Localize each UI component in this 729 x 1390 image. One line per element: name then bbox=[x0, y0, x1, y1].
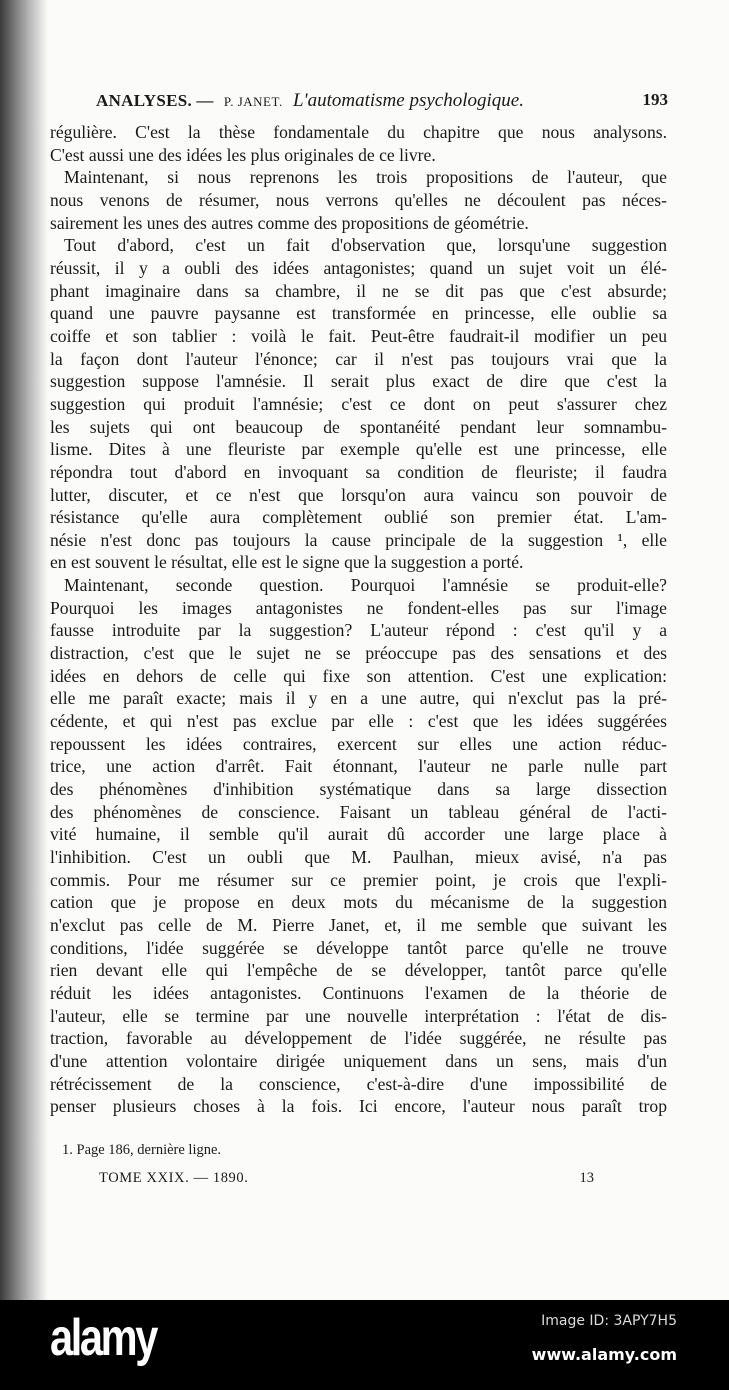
text-line: C'est aussi une des idées les plus originales de ce livre. bbox=[50, 144, 436, 165]
text-line: régulière. C'est la thèse fondamentale du chapitre que nous analysons. bbox=[50, 122, 667, 142]
text-line: suggestion qui produit l'amnésie; c'est ce dont on peut s'assurer chez bbox=[50, 393, 667, 414]
text-line: phant imaginaire dans sa chambre, il ne se dit pas que c'est absurde; bbox=[50, 280, 667, 301]
text-line: nésie n'est donc pas toujours la cause principale de la suggestion ¹, elle bbox=[50, 529, 667, 550]
text-line: d'une attention volontaire dirigée uniquement dans un sens, mais d'un bbox=[50, 1050, 667, 1071]
header-section: ANALYSES. bbox=[96, 91, 193, 110]
text-line: traction, favorable au développement de l'idée suggérée, ne résulte pas bbox=[50, 1028, 667, 1049]
text-line: coiffe et son tablier : voilà le fait. Peut-être faudrait-il modifier un peu bbox=[50, 325, 667, 346]
text-line: Pourquoi les images antagonistes ne fondent-elles pas sur l'image bbox=[50, 597, 667, 618]
text-line: quand une pauvre paysanne est transformée en princesse, elle oublie sa bbox=[50, 303, 667, 324]
page-footer bbox=[99, 1170, 594, 1187]
body-text bbox=[50, 121, 667, 1118]
text-line: l'auteur, elle se termine par une nouvelle interprétation : l'état de dis- bbox=[50, 1005, 667, 1026]
text-line: vité humaine, il semble qu'il aurait dû accorder une large place à bbox=[50, 824, 667, 845]
text-line: cation que je propose en deux mots du mécanisme de la suggestion bbox=[50, 892, 667, 913]
footer-signature: 13 bbox=[579, 1170, 594, 1186]
text-line: résistance qu'elle aura complètement oublié son premier état. L'am- bbox=[50, 507, 667, 528]
text-line: commis. Pour me résumer sur ce premier point, je crois que l'expli- bbox=[50, 869, 667, 890]
running-header bbox=[96, 90, 668, 116]
text-line: Tout d'abord, c'est un fait d'observation que, lorsqu'une suggestion bbox=[64, 235, 667, 256]
text-line: cédente, et qui n'est pas exclue par elle : c'est que les idées suggérées bbox=[50, 711, 667, 732]
text-line: Maintenant, si nous reprenons les trois propositions de l'auteur, que bbox=[64, 167, 667, 188]
text-line: lisme. Dites à une fleuriste par exemple qu'elle est une princesse, elle bbox=[50, 439, 667, 460]
text-line: conditions, l'idée suggérée se développe tantôt parce qu'elle ne trouve bbox=[50, 937, 667, 958]
header-author: P. JANET. bbox=[223, 94, 283, 109]
text-line: suggestion suppose l'amnésie. Il serait plus exact de dire que c'est la bbox=[50, 371, 667, 392]
text-line: des phénomènes d'inhibition systématique dans sa large dissection bbox=[50, 779, 667, 800]
page-number: 193 bbox=[642, 90, 668, 109]
text-line: idées en dehors de celle qui fixe son attention. C'est une explication: bbox=[50, 665, 667, 686]
text-line: l'inhibition. C'est un oubli que M. Paulhan, mieux avisé, n'a pas bbox=[50, 847, 667, 867]
text-line: répondra tout d'abord en invoquant sa condition de fleuriste; il faudra bbox=[50, 461, 667, 482]
text-line: penser plusieurs choses à la fois. Ici encore, l'auteur nous paraît trop bbox=[50, 1096, 667, 1117]
watermark-bar bbox=[0, 1300, 729, 1390]
text-line: distraction, c'est que le sujet ne se préoccupe pas des sensations et des bbox=[50, 643, 667, 664]
text-line: Maintenant, seconde question. Pourquoi l'amnésie se produit-elle? bbox=[64, 575, 667, 596]
text-line: trice, une action d'arrêt. Fait étonnant, l'auteur ne parle nulle part bbox=[50, 756, 667, 777]
footer-tome: TOME XXIX. — 1890. bbox=[99, 1170, 249, 1186]
header-title: L'automatisme psychologique. bbox=[292, 90, 524, 111]
text-line: fausse introduite par la suggestion? L'auteur répond : c'est qu'il y a bbox=[50, 620, 667, 641]
text-line: n'exclut pas celle de M. Pierre Janet, et, il me semble que suivant les bbox=[50, 914, 667, 935]
text-line: repoussent les idées contraires, exercent sur elles une action réduc- bbox=[50, 733, 667, 754]
text-line: lutter, discuter, et ce n'est que lorsqu'on aura vaincu son pouvoir de bbox=[50, 484, 667, 505]
text-line: les sujets qui ont beaucoup de spontanéité pendant leur somnambu- bbox=[50, 416, 667, 437]
text-line: en est souvent le résultat, elle est le signe que la suggestion a porté. bbox=[50, 552, 524, 573]
binding-shadow bbox=[0, 0, 48, 1300]
text-line: sairement les unes des autres comme des propositions de géométrie. bbox=[50, 212, 529, 233]
text-line: réussit, il y a oubli des idées antagonistes; quand un sujet voit un élé- bbox=[50, 257, 667, 278]
text-line: elle me paraît exacte; mais il y en a une autre, qui n'exclut pas la pré- bbox=[50, 688, 667, 709]
text-line: réduit les idées antagonistes. Continuons l'examen de la théorie de bbox=[50, 982, 667, 1003]
alamy-logo: alamy bbox=[50, 1309, 156, 1367]
text-line: rien devant elle qui l'empêche de se développer, tantôt parce qu'elle bbox=[50, 960, 667, 981]
text-line: rétrécissement de la conscience, c'est-à-dire d'une impossibilité de bbox=[50, 1073, 667, 1094]
image-id: Image ID: 3APY7H5 bbox=[541, 1313, 677, 1329]
header-dash: — bbox=[196, 91, 214, 110]
watermark-url: www.alamy.com bbox=[531, 1345, 677, 1364]
text-line: des phénomènes de conscience. Faisant un tableau général de l'acti- bbox=[50, 801, 667, 822]
text-line: la façon dont l'auteur l'énonce; car il n'est pas toujours vrai que la bbox=[50, 348, 667, 369]
text-line: nous venons de résumer, nous verrons qu'elles ne découlent pas néces- bbox=[50, 189, 667, 210]
footnote: 1. Page 186, dernière ligne. bbox=[62, 1142, 222, 1158]
